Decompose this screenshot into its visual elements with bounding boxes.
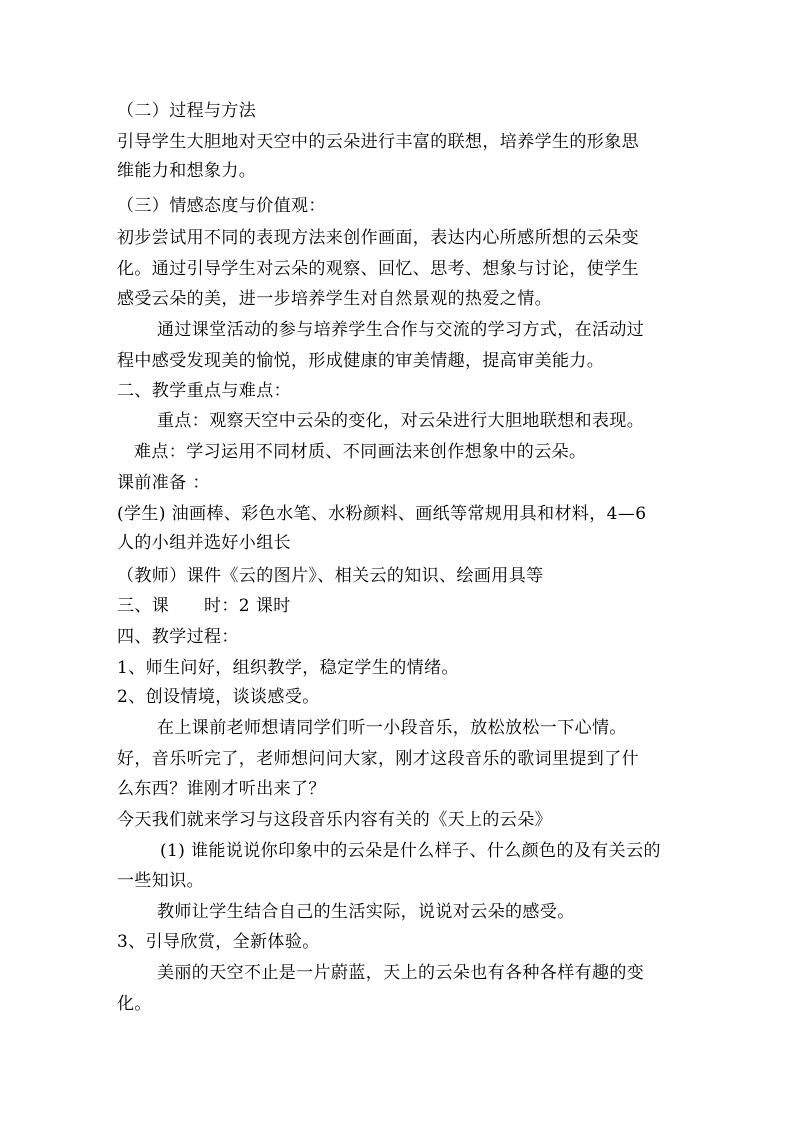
section-heading-teaching-process: 四、教学过程： [117, 627, 239, 647]
paragraph-line: 在上课前老师想请同学们听一小段音乐，放松放松一下心情。 [157, 718, 627, 738]
paragraph-line: 今天我们就来学习与这段音乐内容有关的《天上的云朵》 [117, 810, 552, 830]
section-heading-class-hours: 三、课 时：2 课时 [117, 596, 291, 616]
section-heading-key-difficult-points: 二、教学重点与难点： [117, 381, 291, 401]
paragraph-line: 引导学生大胆地对天空中的云朵进行丰富的联想，培养学生的形象思 [117, 132, 639, 152]
paragraph-line: 通过课堂活动的参与培养学生合作与交流的学习方式，在活动过 [157, 320, 645, 340]
process-step-line: 3、引导欣赏，全新体验。 [117, 932, 320, 952]
question-line: (1) 谁能说说你印象中的云朵是什么样子、什么颜色的及有关云的 [160, 841, 661, 861]
paragraph-line: 教师让学生结合自己的生活实际，说说对云朵的感受。 [157, 902, 575, 922]
paragraph-line: 好，音乐听完了，老师想问问大家，刚才这段音乐的歌词里提到了什 [117, 749, 639, 769]
student-materials-line: (学生) 油画棒、彩色水笔、水粉颜料、画纸等常规用具和材料，4—6 [117, 504, 647, 524]
paragraph-line: 化。通过引导学生对云朵的观察、回忆、思考、想象与讨论，使学生 [117, 259, 639, 279]
section-heading-emotion-values: （三）情感态度与价值观： [117, 196, 326, 216]
process-step-line: 2、创设情境，谈谈感受。 [117, 687, 320, 707]
paragraph-line: 美丽的天空不止是一片蔚蓝，天上的云朵也有各种各样有趣的变 [157, 963, 645, 983]
paragraph-line: 维能力和想象力。 [117, 161, 257, 181]
student-materials-line: 人的小组并选好小组长 [117, 533, 291, 553]
paragraph-line: 化。 [117, 994, 152, 1014]
process-step-line: 1、师生问好，组织教学，稳定学生的情绪。 [117, 658, 459, 678]
teacher-materials-line: （教师）课件《云的图片》、相关云的知识、绘画用具等 [117, 566, 544, 586]
section-heading-preparation: 课前准备 ： [117, 473, 210, 493]
difficult-point-line: 难点：学习运用不同材质、不同画法来创作想象中的云朵。 [134, 442, 587, 462]
question-line: 一些知识。 [117, 871, 204, 891]
section-heading-process-method: （二）过程与方法 [117, 101, 257, 121]
paragraph-line: 程中感受发现美的愉悦，形成健康的审美情趣，提高审美能力。 [117, 351, 605, 371]
key-point-line: 重点：观察天空中云朵的变化，对云朵进行大胆地联想和表现。 [157, 411, 645, 431]
paragraph-line: 感受云朵的美，进一步培养学生对自然景观的热爱之情。 [117, 289, 552, 309]
paragraph-line: 初步尝试用不同的表现方法来创作画面，表达内心所感所想的云朵变 [117, 228, 639, 248]
paragraph-line: 么东西？谁刚才听出来了？ [117, 779, 326, 799]
